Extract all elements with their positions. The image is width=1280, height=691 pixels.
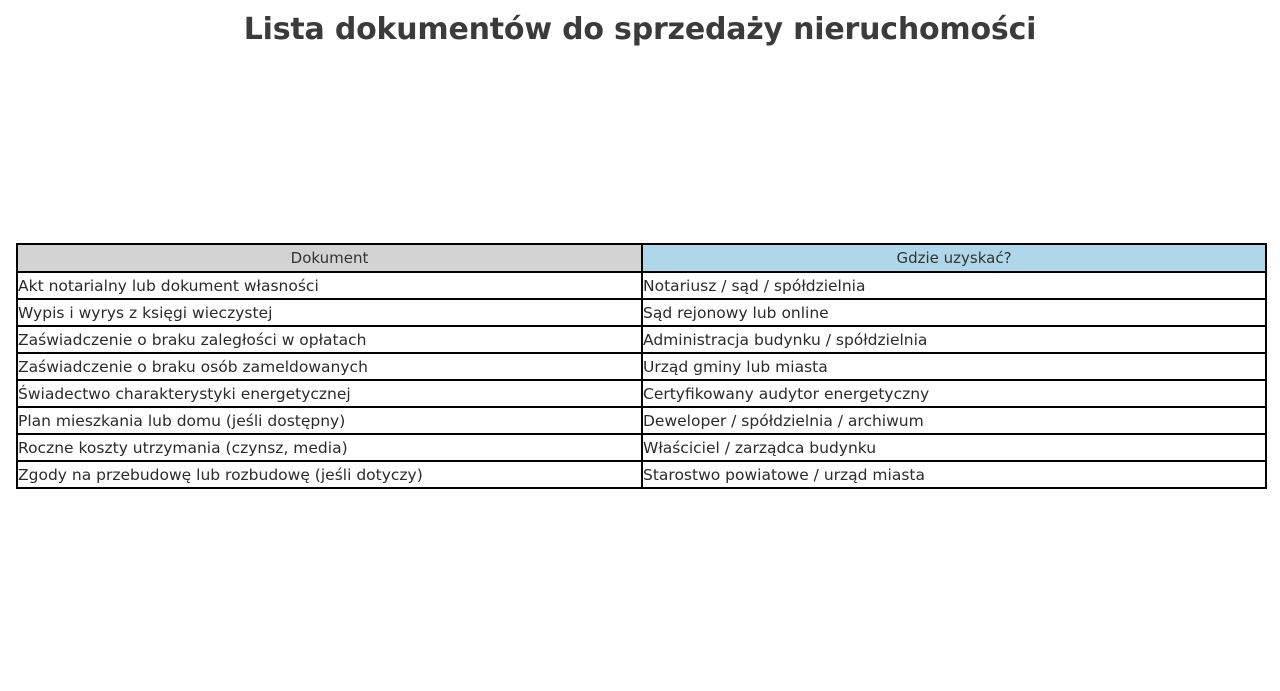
table-body <box>17 272 1266 488</box>
cell-document <box>17 326 642 353</box>
page-title: Lista dokumentów do sprzedaży nieruchomości <box>243 12 1037 47</box>
document-name: Świadectwo charakterystyki energetycznej <box>18 384 351 403</box>
cell-document <box>17 353 642 380</box>
documents-table-container <box>16 243 1265 489</box>
cell-where <box>642 272 1266 299</box>
document-name: Wypis i wyrys z księgi wieczystej <box>18 303 273 322</box>
table-row <box>17 461 1266 488</box>
table-row <box>17 434 1266 461</box>
table-header-row <box>17 244 1266 272</box>
document-name: Plan mieszkania lub domu (jeśli dostępny) <box>18 411 346 430</box>
cell-where <box>642 461 1266 488</box>
cell-document <box>17 272 642 299</box>
where-to-obtain: Urząd gminy lub miasta <box>643 357 828 376</box>
document-name: Zaświadczenie o braku zaległości w opłatach <box>18 330 367 349</box>
where-to-obtain: Właściciel / zarządca budynku <box>643 438 877 457</box>
document-name: Akt notarialny lub dokument własności <box>18 276 319 295</box>
cell-where <box>642 407 1266 434</box>
table-row <box>17 380 1266 407</box>
cell-where <box>642 299 1266 326</box>
cell-document <box>17 461 642 488</box>
where-to-obtain: Administracja budynku / spółdzielnia <box>643 330 928 349</box>
table-row <box>17 407 1266 434</box>
cell-document <box>17 434 642 461</box>
where-to-obtain: Starostwo powiatowe / urząd miasta <box>643 465 925 484</box>
cell-document <box>17 380 642 407</box>
table-row <box>17 299 1266 326</box>
where-to-obtain: Deweloper / spółdzielnia / archiwum <box>643 411 924 430</box>
column-header-document: Dokument <box>17 244 642 272</box>
column-header-where: Gdzie uzyskać? <box>642 244 1266 272</box>
where-to-obtain: Notariusz / sąd / spółdzielnia <box>643 276 866 295</box>
cell-where <box>642 353 1266 380</box>
cell-where <box>642 434 1266 461</box>
cell-document <box>17 299 642 326</box>
table-row <box>17 272 1266 299</box>
cell-where <box>642 326 1266 353</box>
cell-where <box>642 380 1266 407</box>
where-to-obtain: Certyfikowany audytor energetyczny <box>643 384 930 403</box>
table-header <box>17 244 1266 272</box>
document-name: Roczne koszty utrzymania (czynsz, media) <box>18 438 348 457</box>
where-to-obtain: Sąd rejonowy lub online <box>643 303 829 322</box>
document-name: Zaświadczenie o braku osób zameldowanych <box>18 357 368 376</box>
document-name: Zgody na przebudowę lub rozbudowę (jeśli dotyczy) <box>18 465 423 484</box>
table-row <box>17 326 1266 353</box>
table-row <box>17 353 1266 380</box>
cell-document <box>17 407 642 434</box>
documents-table <box>16 243 1267 489</box>
